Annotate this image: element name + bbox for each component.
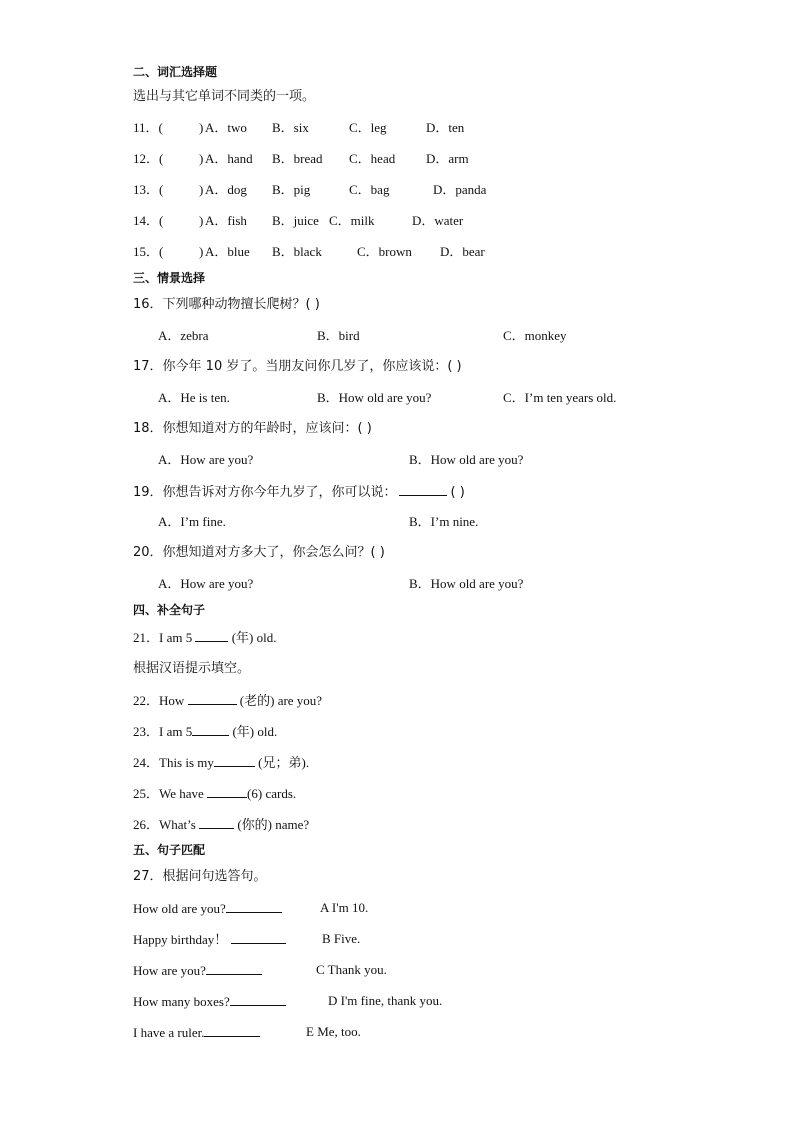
answer-blank[interactable] xyxy=(206,962,262,975)
match-row-5 xyxy=(133,1024,260,1041)
option-d: D．water xyxy=(412,213,464,228)
match-answer-a: A I'm 10. xyxy=(320,900,369,915)
question-number: 15．( xyxy=(133,244,164,259)
question-number: 12．( xyxy=(133,151,164,166)
option-d: D．arm xyxy=(426,151,469,166)
match-answer-e: E Me, too. xyxy=(306,1024,361,1039)
option-b: B．bread xyxy=(272,151,323,166)
section-5-title: 五、句子匹配 xyxy=(133,843,206,857)
answer-blank[interactable] xyxy=(207,785,247,798)
match-question: I have a ruler. xyxy=(133,1025,205,1040)
section-2-instruction: 选出与其它单词不同类的一项。 xyxy=(133,89,316,104)
question-number: 11．( xyxy=(133,120,163,135)
answer-blank[interactable] xyxy=(231,931,286,944)
question-24-hint: (兄；弟). xyxy=(254,755,310,770)
option-d: D．bear xyxy=(440,244,485,259)
answer-blank[interactable] xyxy=(195,629,228,642)
answer-paren: ) xyxy=(199,120,204,135)
option-b: B．juice xyxy=(272,213,319,228)
answer-paren: ) xyxy=(199,213,204,228)
answer-paren: ) xyxy=(199,151,204,166)
option-b: B．I’m nine. xyxy=(409,514,479,529)
answer-blank[interactable] xyxy=(192,723,229,736)
question-17-options xyxy=(158,390,638,406)
answer-blank[interactable] xyxy=(399,483,447,496)
option-c: C．monkey xyxy=(503,328,567,343)
answer-blank[interactable] xyxy=(226,900,282,913)
option-c: C．milk xyxy=(329,213,375,228)
question-number: 13．( xyxy=(133,182,164,197)
option-a: A．How are you? xyxy=(158,576,254,591)
option-a: A．I’m fine. xyxy=(158,514,226,529)
question-19-stem xyxy=(133,483,465,501)
option-a: A．He is ten. xyxy=(158,390,230,405)
match-answer-b: B Five. xyxy=(322,931,361,946)
question-26 xyxy=(133,816,309,833)
question-25-text: 25．We have xyxy=(133,786,208,801)
option-b: B．six xyxy=(272,120,309,135)
option-c: C．brown xyxy=(357,244,412,259)
match-question: Happy birthday！ xyxy=(133,932,228,947)
section-4-instruction: 根据汉语提示填空。 xyxy=(133,661,251,676)
answer-blank[interactable] xyxy=(199,816,234,829)
option-a: A．How are you? xyxy=(158,452,254,467)
question-23 xyxy=(133,723,277,740)
option-b: B．How old are you? xyxy=(317,390,432,405)
match-row-4 xyxy=(133,993,286,1010)
question-21-text: 21．I am 5 xyxy=(133,630,196,645)
question-22-hint: (老的) are you? xyxy=(236,693,323,708)
section-4-title: 四、补全句子 xyxy=(133,603,206,617)
question-20-stem: 20．你想知道对方多大了，你会怎么问？( ) xyxy=(133,545,385,560)
question-23-hint: (年) old. xyxy=(229,724,278,739)
answer-blank[interactable] xyxy=(188,692,237,705)
answer-paren: ) xyxy=(199,182,204,197)
match-row-2 xyxy=(133,931,286,948)
answer-blank[interactable] xyxy=(214,754,255,767)
option-a: A．hand xyxy=(205,151,253,166)
question-26-hint: (你的) name? xyxy=(234,817,310,832)
question-16-stem: 16．下列哪种动物擅长爬树？( ) xyxy=(133,297,320,312)
question-15 xyxy=(133,244,533,260)
option-a: A．blue xyxy=(205,244,250,259)
option-c: C．I’m ten years old. xyxy=(503,390,617,405)
question-17-stem: 17．你今年 10 岁了。当朋友问你几岁了，你应该说：( ) xyxy=(133,359,462,374)
answer-blank[interactable] xyxy=(204,1024,260,1037)
question-16-options xyxy=(158,328,638,344)
section-3-title: 三、情景选择 xyxy=(133,271,206,285)
question-23-text: 23．I am 5 xyxy=(133,724,193,739)
question-21-hint: (年) old. xyxy=(228,630,277,645)
question-number: 14．( xyxy=(133,213,164,228)
question-19-options xyxy=(158,514,578,530)
answer-paren: ( ) xyxy=(450,485,465,500)
option-b: B．How old are you? xyxy=(409,576,524,591)
match-row-3 xyxy=(133,962,262,979)
option-a: A．fish xyxy=(205,213,247,228)
question-12 xyxy=(133,151,533,167)
option-d: D．ten xyxy=(426,120,465,135)
match-question: How are you? xyxy=(133,963,206,978)
option-d: D．panda xyxy=(433,182,487,197)
section-5-instruction: 27．根据问句选答句。 xyxy=(133,869,267,884)
match-question: How old are you? xyxy=(133,901,226,916)
question-26-text: 26．What’s xyxy=(133,817,200,832)
option-a: A．two xyxy=(205,120,247,135)
question-21 xyxy=(133,629,277,646)
option-c: C．bag xyxy=(349,182,390,197)
question-14 xyxy=(133,213,533,229)
option-b: B．bird xyxy=(317,328,360,343)
question-18-stem: 18．你想知道对方的年龄时，应该问：( ) xyxy=(133,421,372,436)
question-11 xyxy=(133,120,533,136)
question-24 xyxy=(133,754,309,771)
option-c: C．head xyxy=(349,151,396,166)
option-a: A．dog xyxy=(205,182,247,197)
match-question: How many boxes? xyxy=(133,994,230,1009)
question-13 xyxy=(133,182,533,198)
answer-blank[interactable] xyxy=(230,993,286,1006)
option-b: B．pig xyxy=(272,182,311,197)
question-18-options xyxy=(158,452,578,468)
option-c: C．leg xyxy=(349,120,387,135)
question-25 xyxy=(133,785,296,802)
answer-paren: ) xyxy=(199,244,204,259)
question-24-text: 24．This is my xyxy=(133,755,214,770)
option-a: A．zebra xyxy=(158,328,209,343)
question-22 xyxy=(133,692,322,709)
option-b: B．How old are you? xyxy=(409,452,524,467)
match-answer-c: C Thank you. xyxy=(316,962,387,977)
question-22-text: 22．How xyxy=(133,693,188,708)
question-19-text: 19．你想告诉对方你今年九岁了，你可以说： xyxy=(133,485,397,500)
match-row-1 xyxy=(133,900,282,917)
question-20-options xyxy=(158,576,578,592)
question-25-hint: (6) cards. xyxy=(247,786,297,801)
match-answer-d: D I'm fine, thank you. xyxy=(328,993,443,1008)
section-2-title: 二、词汇选择题 xyxy=(133,65,218,79)
option-b: B．black xyxy=(272,244,322,259)
